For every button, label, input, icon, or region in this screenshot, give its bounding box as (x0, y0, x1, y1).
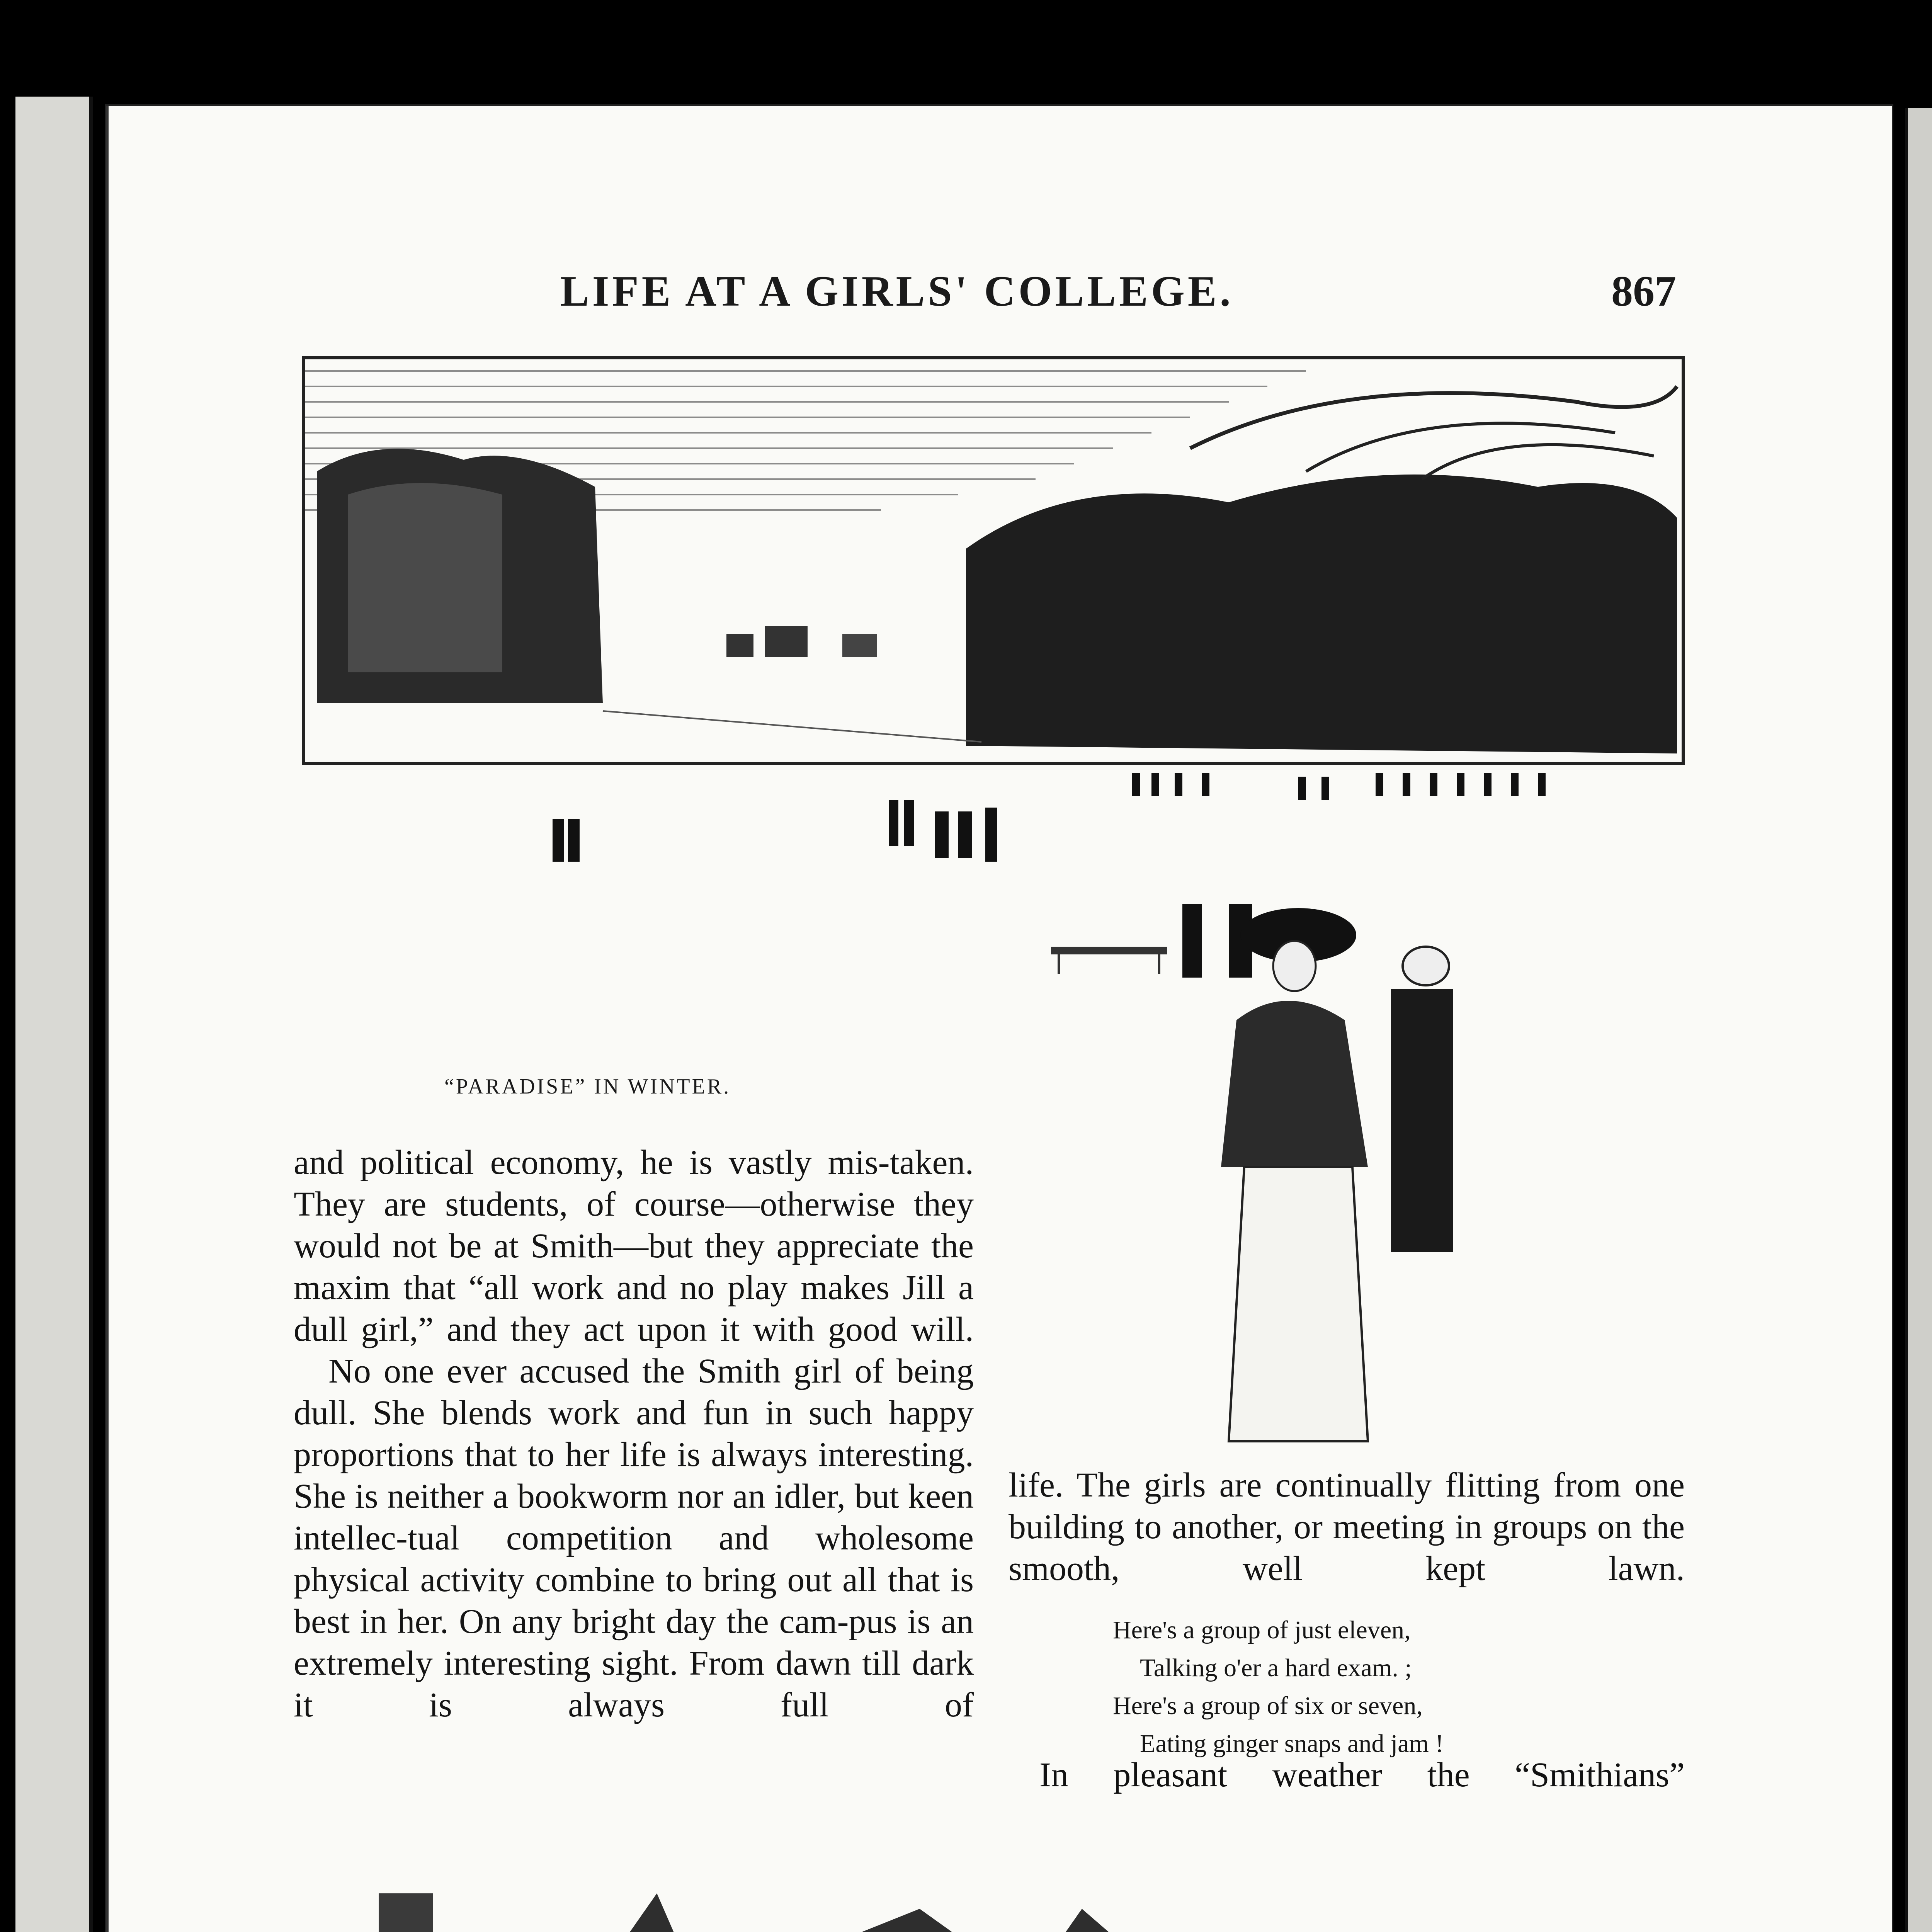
verse-line: Eating ginger snaps and jam ! (1140, 1730, 1444, 1758)
right-paragraph-1: life. The girls are continually flitting from one building to another, or meeting in groups on the smooth, well kept lawn. (1009, 1466, 1685, 1588)
verse-line: Here's a group of just eleven, (1113, 1616, 1411, 1644)
page-stack-edge (1905, 108, 1932, 1932)
top-illustration-caption: “PARADISE” IN WINTER. (444, 1075, 731, 1099)
left-paragraph-2: No one ever accused the Smith girl of being dull. She blends work and fun in such happy proportions that to her life is always interesting. She is neither a bookworm nor an idler, but keen intellec-tual competition and wholesome physical activity combine to bring out all that is best in her. On any bright day the cam-pus is an extremely interesting sight. From dawn till dark it is always full of (294, 1352, 974, 1724)
verse-line: Talking o'er a hard exam. ; (1140, 1654, 1412, 1682)
music-building-illustration (379, 1847, 1569, 1932)
right-column-text (1009, 1464, 1685, 1590)
verse-line: Here's a group of six or seven, (1113, 1692, 1423, 1720)
running-title: LIFE AT A GIRLS' COLLEGE. (560, 267, 1234, 315)
right-paragraph-2: In pleasant weather the “Smithians” (1039, 1756, 1685, 1794)
verse-block (1113, 1611, 1444, 1763)
adjacent-page-edge (15, 97, 93, 1932)
left-paragraph-1: and political economy, he is vastly mis-taken. They are students, of course—otherwise they would not be at Smith—but they appreciate the maxim that “all work and no play makes Jill a dull girl,” and they act upon it with good will. (294, 1143, 974, 1349)
left-column-text (294, 1142, 974, 1726)
page-number: 867 (1611, 267, 1676, 315)
